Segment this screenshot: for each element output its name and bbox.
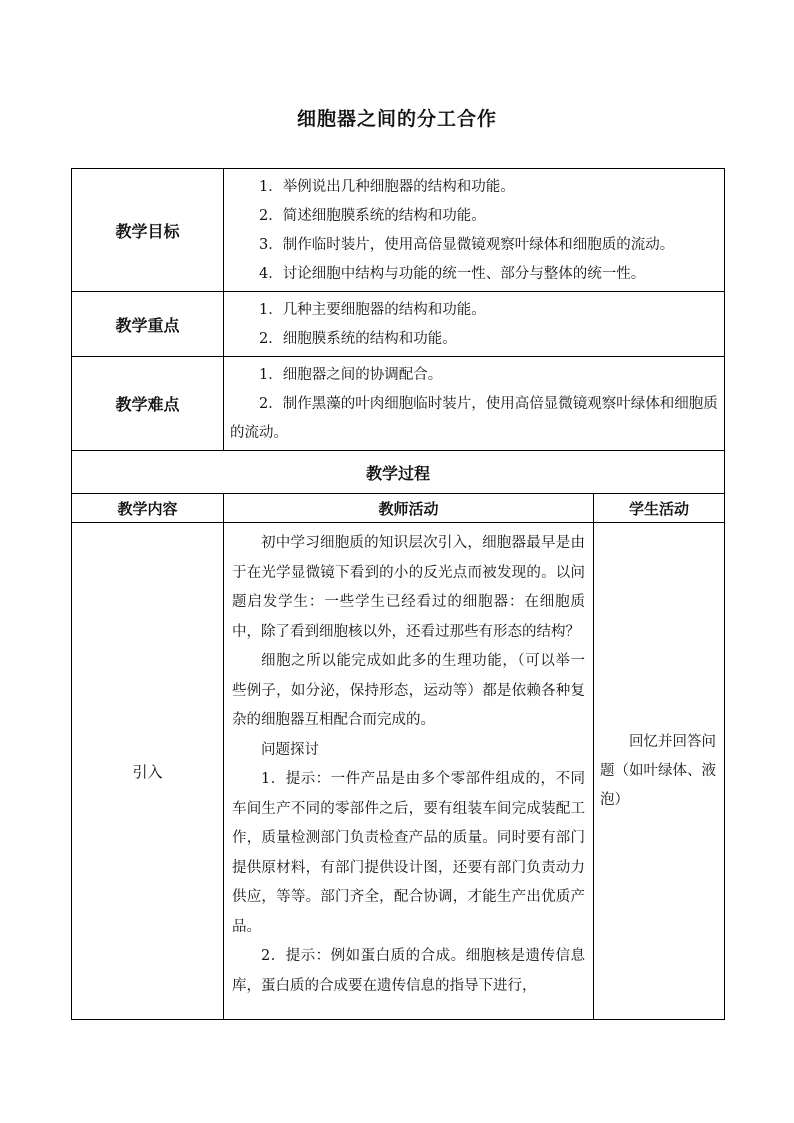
key-points-list bbox=[224, 292, 725, 357]
teacher-paragraph: 细胞之所以能完成如此多的生理功能，（可以举一些例子，如分泌，保持形态，运动等）都是依赖各种复杂的细胞器互相配合而完成的。 bbox=[232, 653, 585, 728]
goals-list bbox=[224, 169, 725, 292]
student-activity-cell bbox=[594, 523, 725, 1020]
process-heading: 教学过程 bbox=[72, 451, 725, 494]
goals-row bbox=[72, 169, 725, 292]
lesson-plan-table bbox=[71, 168, 725, 1020]
column-header-teacher: 教师活动 bbox=[224, 494, 594, 523]
teacher-paragraph: 1．提示：一件产品是由多个零部件组成的，不同车间生产不同的零部件之后，要有组装车间完成装配工作，质量检测部门负责检查产品的质量。同时要有部门提供原材料，有部门提供设计图，还要有部门负责动力供应，等等。部门齐全，配合协调，才能生产出优质产品。 bbox=[232, 771, 585, 935]
difficulties-list bbox=[224, 357, 725, 451]
table-row bbox=[72, 523, 725, 1020]
column-header-row bbox=[72, 494, 725, 523]
list-item: 1．细胞器之间的协调配合。 bbox=[259, 367, 443, 383]
list-item: 1．几种主要细胞器的结构和功能。 bbox=[259, 302, 486, 318]
difficulties-row bbox=[72, 357, 725, 451]
list-item: 2．细胞膜系统的结构和功能。 bbox=[259, 331, 457, 347]
process-heading-row bbox=[72, 451, 725, 494]
list-item: 3．制作临时装片，使用高倍显微镜观察叶绿体和细胞质的流动。 bbox=[259, 237, 675, 253]
student-activity-text: 回忆并回答问题（如叶绿体、液泡） bbox=[600, 733, 716, 808]
goals-label: 教学目标 bbox=[72, 169, 224, 292]
list-item: 2．制作黑藻的叶肉细胞临时装片，使用高倍显微镜观察叶绿体和细胞质的流动。 bbox=[230, 396, 718, 441]
teacher-paragraph: 初中学习细胞质的知识层次引入，细胞器最早是由于在光学显微镜下看到的小的反光点而被发现的。以问题启发学生：一些学生已经看过的细胞器：在细胞质中，除了看到细胞核以外，还看过那些有形态的结构？ bbox=[232, 535, 585, 640]
column-header-student: 学生活动 bbox=[594, 494, 725, 523]
key-points-row bbox=[72, 292, 725, 357]
list-item: 4．讨论细胞中结构与功能的统一性、部分与整体的统一性。 bbox=[259, 266, 646, 282]
content-cell: 引入 bbox=[72, 523, 224, 1020]
column-header-content: 教学内容 bbox=[72, 494, 224, 523]
teacher-paragraph: 2．提示：例如蛋白质的合成。细胞核是遗传信息库，蛋白质的合成要在遗传信息的指导下进行， bbox=[232, 948, 585, 994]
list-item: 2．简述细胞膜系统的结构和功能。 bbox=[259, 208, 486, 224]
teacher-paragraph: 问题探讨 bbox=[261, 741, 319, 758]
page-title: 细胞器之间的分工合作 bbox=[296, 108, 497, 130]
teacher-activity-cell bbox=[224, 523, 594, 1020]
key-points-label: 教学重点 bbox=[72, 292, 224, 357]
list-item: 1．举例说出几种细胞器的结构和功能。 bbox=[259, 179, 515, 195]
difficulties-label: 教学难点 bbox=[72, 357, 224, 451]
